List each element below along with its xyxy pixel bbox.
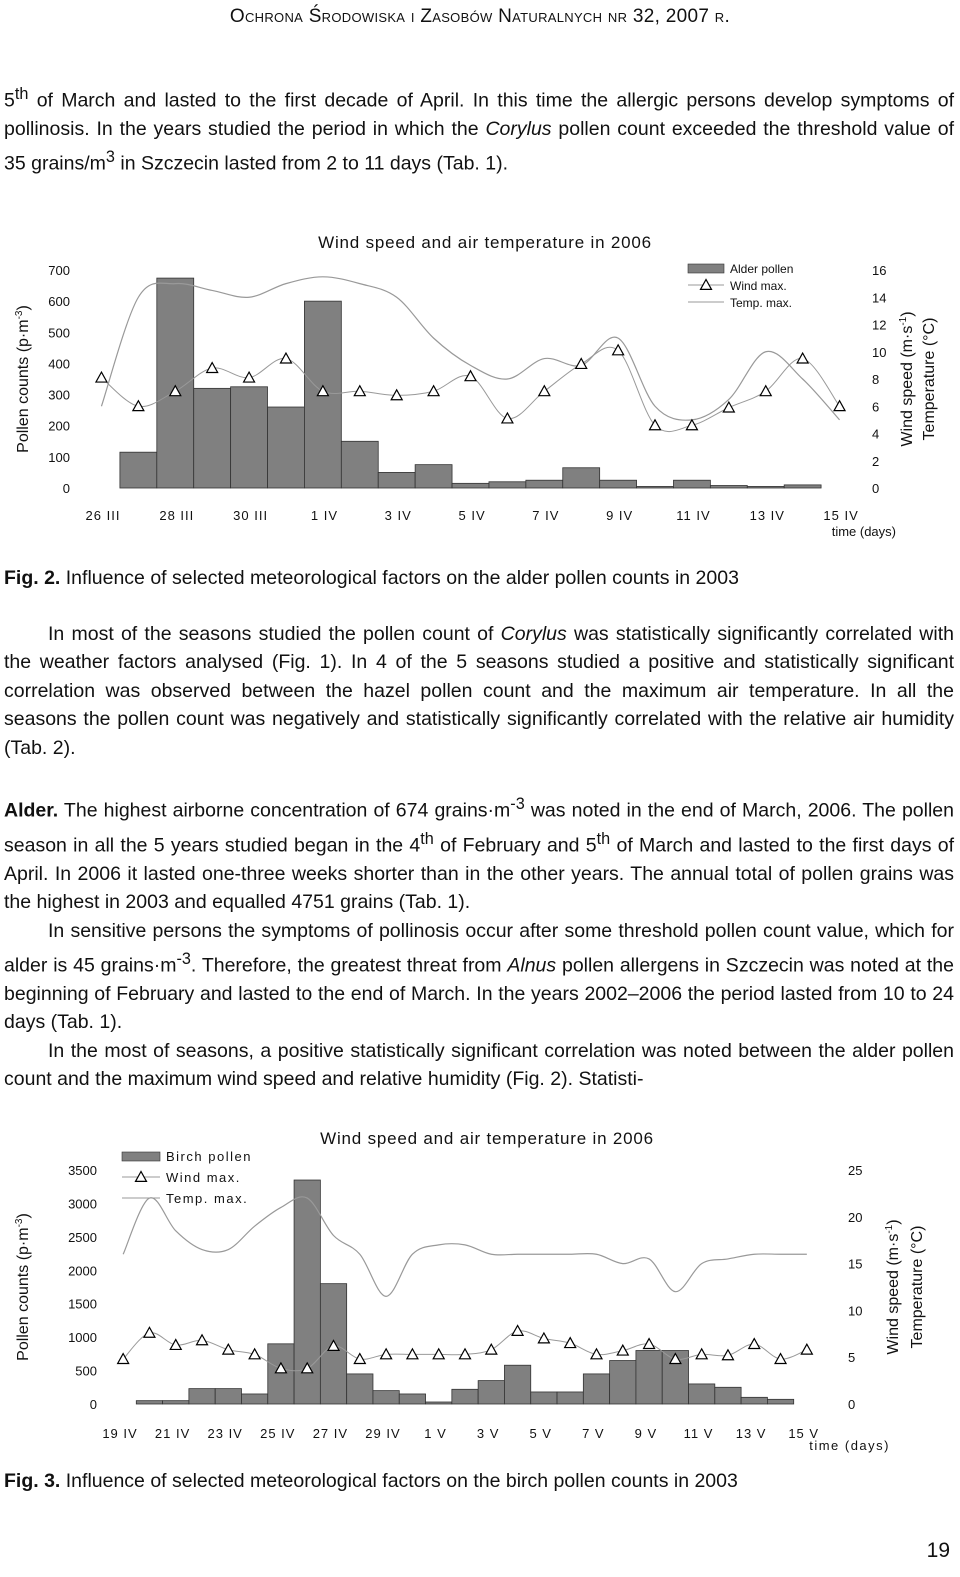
- pollen-bar: [241, 1394, 267, 1404]
- pollen-bar: [136, 1401, 162, 1404]
- x-tick-label: 5 IV: [458, 508, 486, 523]
- y-tick-label: 200: [48, 418, 70, 434]
- legend-wind-marker: [136, 1172, 147, 1182]
- x-tick-label: 1 V: [424, 1426, 447, 1441]
- page-number: 19: [926, 1539, 950, 1562]
- x-tick-label: 19 IV: [102, 1426, 138, 1441]
- temperature-line: [123, 1197, 807, 1297]
- y-tick-label: 2500: [68, 1229, 97, 1245]
- y-tick-label: 0: [89, 1397, 97, 1412]
- y2-tick-label: 6: [872, 399, 880, 415]
- x-tick-label: 15 IV: [823, 508, 859, 523]
- y2-tick-label: 0: [872, 481, 880, 496]
- wind-marker: [760, 386, 771, 396]
- y2-axis-label-temp: Temperature (°C): [921, 317, 938, 441]
- pollen-bar: [784, 485, 821, 488]
- pollen-bar: [489, 482, 526, 488]
- y-tick-label: 100: [48, 449, 70, 465]
- y2-tick-label: 16: [872, 263, 887, 278]
- fig2-caption: Fig. 2. Influence of selected meteorological factors on the alder pollen counts in 2003: [4, 567, 739, 589]
- y-tick-label: 0: [62, 481, 70, 496]
- wind-marker: [801, 1344, 812, 1354]
- wind-marker: [197, 1335, 208, 1345]
- x-axis-label: time (days): [831, 524, 896, 539]
- y-tick-label: 1000: [68, 1330, 97, 1346]
- x-tick-label: 15 V: [788, 1426, 820, 1441]
- x-tick-label: 23 IV: [207, 1426, 243, 1441]
- x-tick-label: 13 V: [735, 1426, 767, 1441]
- y2-tick-label: 12: [872, 317, 887, 333]
- pollen-bar: [231, 387, 268, 488]
- wind-marker: [539, 386, 550, 396]
- legend-temp-label: Temp. max.: [730, 296, 793, 310]
- wind-marker: [407, 1349, 418, 1359]
- y2-tick-label: 8: [872, 372, 880, 387]
- x-tick-label: 30 III: [233, 508, 269, 523]
- y-tick-label: 300: [48, 387, 70, 403]
- y2-tick-label: 20: [848, 1209, 863, 1225]
- wind-marker: [502, 413, 513, 423]
- pollen-bar: [373, 1391, 399, 1404]
- y2-tick-label: 10: [848, 1303, 863, 1319]
- wind-marker: [433, 1349, 444, 1359]
- y-tick-label: 700: [48, 263, 70, 278]
- pollen-bar: [504, 1365, 530, 1404]
- pollen-bar: [563, 468, 600, 488]
- wind-marker: [280, 353, 291, 363]
- wind-marker: [170, 1340, 181, 1350]
- wind-marker: [249, 1349, 260, 1359]
- alder-chart: [0, 228, 960, 558]
- y2-tick-label: 0: [848, 1397, 856, 1412]
- x-tick-label: 9 IV: [606, 508, 634, 523]
- y2-tick-label: 25: [848, 1163, 863, 1178]
- y2-axis-label-wind: Wind speed $(m\cdot s^{-1})$: [898, 311, 916, 447]
- x-tick-label: 5 V: [529, 1426, 552, 1441]
- legend-bar-swatch: [688, 264, 724, 273]
- y2-tick-label: 4: [872, 426, 880, 442]
- pollen-bar: [715, 1387, 741, 1404]
- y2-tick-label: 14: [872, 290, 887, 306]
- x-tick-label: 3 IV: [384, 508, 412, 523]
- wind-marker: [538, 1333, 549, 1343]
- pollen-bar: [426, 1402, 452, 1404]
- fig3-caption: Fig. 3. Influence of selected meteorological factors on the birch pollen counts in 2003: [4, 1470, 738, 1492]
- x-tick-label: 1 IV: [310, 508, 338, 523]
- x-tick-label: 21 IV: [154, 1426, 191, 1441]
- wind-marker: [133, 401, 144, 411]
- x-tick-label: 29 IV: [365, 1426, 401, 1441]
- pollen-bar: [189, 1389, 215, 1404]
- body-text: [4, 620, 954, 1094]
- y-tick-label: 400: [48, 356, 70, 372]
- pollen-bar: [163, 1401, 189, 1404]
- intro-paragraph: 5th of March and lasted to the first decade of April. In this time the allergic persons develop symptoms of pollinosis. In the years studied the period in which the Corylus pollen count exceeded the threshold value of 35 grains/$m^3$ in Szczecin lasted from 2 to 11 days (Tab. 1).: [4, 85, 954, 175]
- alder-paragraph: Alder. The highest airborne concentration of 674 $grains\cdot m^{-3}$ was noted in the end of March, 2006. The pollen season in all the 5 years studied began in the 4th of February and 5th of March and lasted to the first days of April. In 2006 it lasted one-three weeks shorter than in the other years. The annual total of pollen grains was the highest in 2003 and equalled 4751 grains (Tab. 1).: [4, 795, 954, 914]
- wind-marker: [354, 1354, 365, 1364]
- wind-marker: [722, 1350, 733, 1360]
- pollen-bar: [767, 1399, 793, 1404]
- chart-title: Wind speed and air temperature in 2006: [318, 233, 652, 252]
- x-tick-label: 7 IV: [532, 508, 560, 523]
- wind-marker: [428, 386, 439, 396]
- x-tick-label: 26 III: [85, 508, 121, 523]
- pollen-bar: [710, 486, 747, 488]
- pollen-bar: [378, 472, 415, 488]
- running-header: [0, 6, 960, 28]
- wind-marker: [486, 1344, 497, 1354]
- pollen-bar: [268, 1344, 294, 1404]
- birch-chart: [0, 1118, 960, 1468]
- pollen-bar: [583, 1374, 609, 1404]
- corylus-paragraph: In most of the seasons studied the pollen count of Corylus was statistically significantly correlated with the weather factors analysed (Fig. 1). In 4 of the 5 seasons studied a positive and statistically significant correlation was observed between the hazel pollen count and the maximum air temperature. In all the seasons the pollen count was negatively and statistically significantly correlated with the relative air humidity (Tab. 2).: [4, 623, 954, 759]
- legend-wind-marker: [701, 280, 712, 290]
- y-tick-label: 600: [48, 294, 70, 310]
- legend-wind-label: Wind max.: [730, 279, 787, 293]
- legend-temp-label: Temp. max.: [166, 1191, 249, 1206]
- y-tick-label: 2000: [68, 1263, 97, 1279]
- y2-tick-label: 5: [848, 1350, 856, 1366]
- wind-marker: [696, 1349, 707, 1359]
- y-tick-label: 500: [48, 325, 70, 341]
- pollen-bar: [347, 1374, 373, 1404]
- pollen-bar: [268, 407, 305, 488]
- pollen-bar: [637, 486, 674, 488]
- y2-tick-label: 15: [848, 1256, 863, 1272]
- issue-number: nr 32, 2007 r.: [607, 6, 731, 27]
- pollen-bar: [341, 441, 378, 488]
- x-tick-label: 11 V: [683, 1426, 714, 1441]
- pollen-bar: [636, 1351, 662, 1404]
- wind-marker: [613, 345, 624, 355]
- correlation-paragraph: In the most of seasons, a positive statistically significant correlation was noted between the alder pollen count and the maximum wind speed and relative humidity (Fig. 2). Statisti-: [4, 1039, 954, 1091]
- wind-marker: [686, 420, 697, 430]
- pollen-bar: [531, 1392, 557, 1404]
- wind-marker: [834, 401, 845, 411]
- y2-tick-label: 2: [872, 453, 880, 469]
- pollen-bar: [600, 480, 637, 488]
- x-tick-label: 9 V: [634, 1426, 658, 1441]
- wind-marker: [650, 420, 661, 430]
- pollen-bar: [452, 1389, 478, 1404]
- pollen-bar: [399, 1394, 425, 1404]
- y2-axis-label-temp: Temperature (°C): [909, 1225, 926, 1349]
- pollen-bar: [557, 1392, 583, 1404]
- wind-marker: [354, 386, 365, 396]
- pollen-bar: [526, 480, 563, 488]
- y-axis-label: Pollen counts $(p\cdot m^{-3})$: [14, 1213, 32, 1361]
- x-tick-label: 25 IV: [260, 1426, 296, 1441]
- x-tick-label: 11 IV: [676, 508, 711, 523]
- wind-marker: [223, 1344, 234, 1354]
- pollen-bar: [120, 452, 157, 488]
- legend-pollen-label: Alder pollen: [730, 262, 794, 276]
- pollen-bar: [452, 483, 489, 488]
- y2-tick-label: 10: [872, 344, 887, 360]
- chart-title: Wind speed and air temperature in 2006: [320, 1129, 654, 1148]
- y2-axis-label-wind: Wind speed $(m\cdot s^{-1})$: [884, 1219, 902, 1355]
- x-tick-label: 13 IV: [749, 508, 785, 523]
- y-tick-label: 3000: [68, 1196, 97, 1212]
- pollen-bar: [215, 1389, 241, 1404]
- pollen-bar: [478, 1381, 504, 1404]
- journal-title: Ochrona Środowiska i Zasobów Naturalnych: [229, 6, 603, 27]
- threshold-paragraph: In sensitive persons the symptoms of pollinosis occur after some threshold pollen count value, which for alder is 45 $grains\cdot m^{-3}$. Therefore, the greatest threat from Alnus pollen allergens in Szczecin was noted at the beginning of February and lasted to the end of March. In the years 2002–2006 the period lasted from 10 to 24 days (Tab. 1).: [4, 919, 954, 1034]
- x-tick-label: 28 III: [159, 508, 195, 523]
- y-tick-label: 500: [75, 1363, 97, 1379]
- legend-bar-swatch: [122, 1152, 160, 1161]
- pollen-bar: [673, 480, 710, 488]
- pollen-bar: [415, 465, 452, 488]
- y-axis-label: Pollen counts $(p\cdot m^{-3})$: [14, 305, 32, 453]
- x-axis-label: time (days): [809, 1438, 890, 1453]
- y-tick-label: 3500: [68, 1163, 97, 1178]
- pollen-bar: [689, 1384, 715, 1404]
- wind-marker: [749, 1339, 760, 1349]
- wind-marker: [797, 353, 808, 363]
- pollen-bar: [741, 1397, 767, 1404]
- y-tick-label: 1500: [68, 1296, 97, 1312]
- pollen-bar: [610, 1361, 636, 1404]
- x-tick-label: 3 V: [476, 1426, 500, 1441]
- x-tick-label: 7 V: [582, 1426, 605, 1441]
- x-tick-label: 27 IV: [312, 1426, 349, 1441]
- wind-marker: [96, 372, 107, 382]
- legend-wind-label: Wind max.: [166, 1170, 241, 1185]
- pollen-bar: [194, 388, 231, 488]
- pollen-bar: [747, 486, 784, 488]
- legend-pollen-label: Birch pollen: [166, 1149, 252, 1164]
